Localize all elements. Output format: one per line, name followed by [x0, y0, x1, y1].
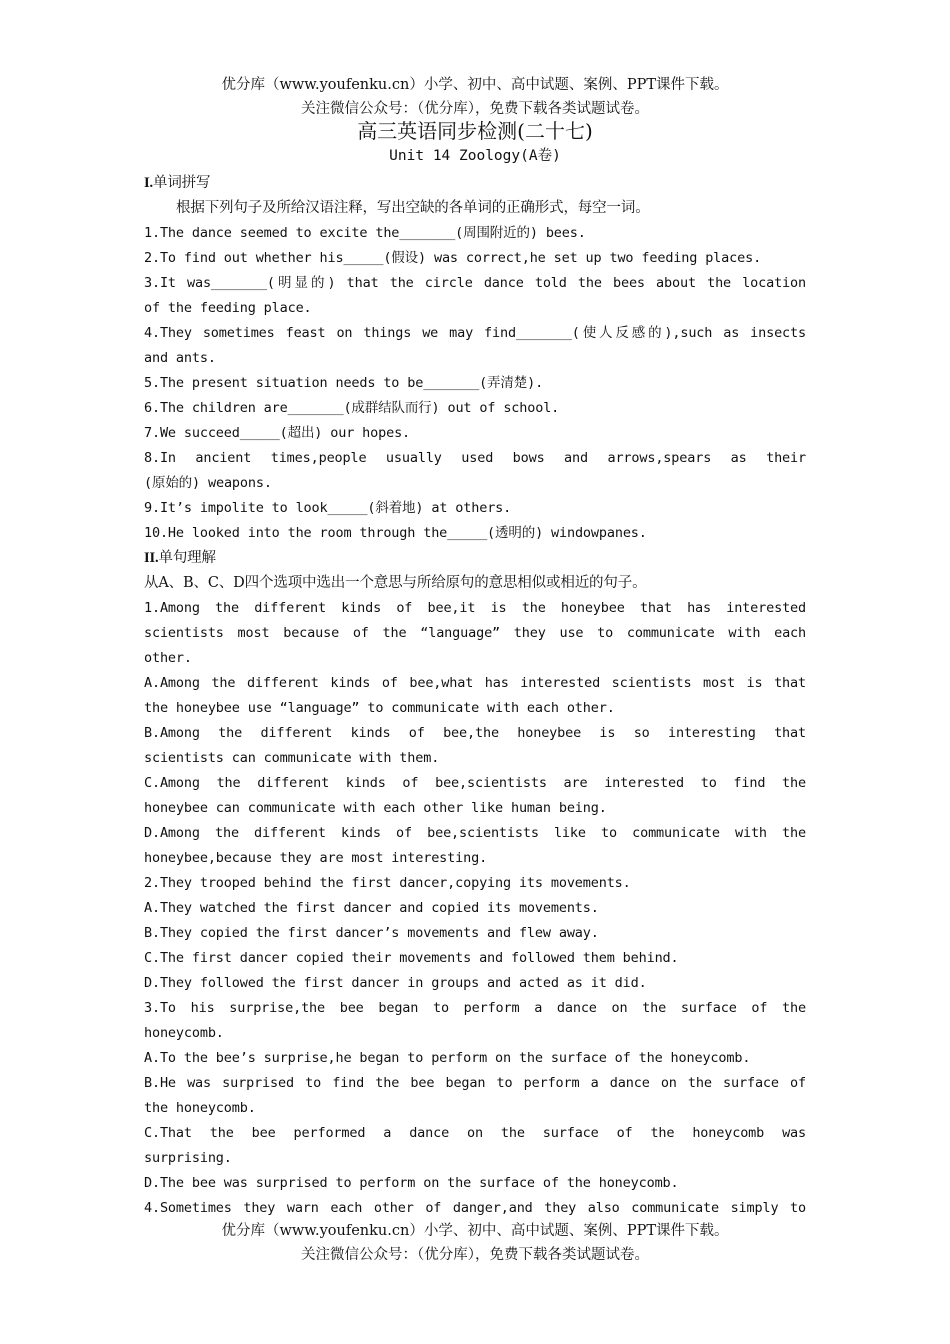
section-2-name: 单句理解: [158, 550, 216, 566]
s2-line: the honeybee use “language” to communicate with each other.: [144, 700, 615, 716]
s2-line: A.They watched the first dancer and copied its movements.: [144, 900, 599, 916]
s1-line: 4.They sometimes feast on things we may find_______(使人反感的),such as insects: [144, 325, 806, 341]
section-1-name: 单词拼写: [152, 175, 211, 191]
s2-line: honeybee can communicate with each other like human being.: [144, 800, 607, 816]
s2-line: A.Among the different kinds of bee,what has interested scientists most is that: [144, 675, 806, 691]
s2-line: C.The first dancer copied their movements and followed them behind.: [144, 950, 679, 966]
s2-line: D.They followed the first dancer in groups and acted as it did.: [144, 975, 647, 991]
s2-line: D.Among the different kinds of bee,scientists like to communicate with the: [144, 825, 806, 841]
s2-line: 1.Among the different kinds of bee,it is the honeybee that has interested: [144, 600, 806, 616]
s2-line: D.The bee was surprised to perform on the surface of the honeycomb.: [144, 1175, 679, 1191]
section-1-instruction: 根据下列句子及所给汉语注释，写出空缺的各单词的正确形式，每空一词。: [176, 200, 650, 216]
s2-line: C.That the bee performed a dance on the surface of the honeycomb was: [144, 1125, 806, 1141]
section-2-instruction: 从A、B、C、D四个选项中选出一个意思与所给原句的意思相似或相近的句子。: [144, 575, 647, 591]
s1-line: 10.He looked into the room through the_____(透明的) windowpanes.: [144, 525, 647, 541]
section-1-heading: [144, 171, 806, 196]
section-2-heading: [144, 546, 806, 571]
section-1-number: I.: [144, 175, 153, 191]
s2-line: scientists most because of the “language” they use to communicate with each: [144, 625, 806, 641]
footer-line-2: 关注微信公众号：（优分库），免费下载各类试题试卷。: [301, 1247, 649, 1263]
s2-line: 2.They trooped behind the first dancer,copying its movements.: [144, 875, 631, 891]
page-subtitle: Unit 14 Zoology(A卷): [389, 148, 561, 164]
page-title: 高三英语同步检测(二十七): [357, 119, 593, 143]
s1-line: of the feeding place.: [144, 300, 312, 316]
s2-line: surprising.: [144, 1150, 232, 1166]
s1-line: 5.The present situation needs to be_______(弄清楚).: [144, 375, 544, 391]
s2-line: scientists can communicate with them.: [144, 750, 440, 766]
s1-line: 7.We succeed_____(超出) our hopes.: [144, 425, 411, 441]
s1-line: (原始的) weapons.: [144, 475, 272, 491]
document-body: [144, 171, 806, 1221]
s2-line: honeycomb.: [144, 1025, 224, 1041]
s1-line: 3.It was_______(明显的) that the circle dance told the bees about the location: [144, 275, 806, 291]
s1-line: 9.It’s impolite to look_____(斜着地) at others.: [144, 500, 512, 516]
s2-line: honeybee,because they are most interesting.: [144, 850, 488, 866]
s1-line: 1.The dance seemed to excite the_______(周围附近的) bees.: [144, 225, 586, 241]
section-2-number: II.: [144, 550, 159, 566]
s1-line: 8.In ancient times,people usually used bows and arrows,spears as their: [144, 450, 806, 466]
s2-line: 3.To his surprise,the bee began to perform a dance on the surface of the: [144, 1000, 806, 1016]
header-line-2: 关注微信公众号：（优分库），免费下载各类试题试卷。: [301, 101, 649, 117]
header-line-1: 优分库（www.youfenku.cn）小学、初中、高中试题、案例、PPT课件下载。: [221, 77, 729, 93]
s2-line: B.He was surprised to find the bee began to perform a dance on the surface of: [144, 1075, 806, 1091]
s2-line: the honeycomb.: [144, 1100, 256, 1116]
s1-line: 2.To find out whether his_____(假设) was correct,he set up two feeding places.: [144, 250, 762, 266]
s2-line: C.Among the different kinds of bee,scientists are interested to find the: [144, 775, 806, 791]
s1-line: and ants.: [144, 350, 216, 366]
s2-line: B.Among the different kinds of bee,the honeybee is so interesting that: [144, 725, 806, 741]
s1-line: 6.The children are_______(成群结队而行) out of school.: [144, 400, 560, 416]
s2-line: A.To the bee’s surprise,he began to perform on the surface of the honeycomb.: [144, 1050, 751, 1066]
s2-line: B.They copied the first dancer’s movements and flew away.: [144, 925, 599, 941]
footer-line-1: 优分库（www.youfenku.cn）小学、初中、高中试题、案例、PPT课件下载。: [221, 1223, 729, 1239]
s2-line: 4.Sometimes they warn each other of danger,and they also communicate simply to: [144, 1200, 806, 1216]
s2-line: other.: [144, 650, 192, 666]
